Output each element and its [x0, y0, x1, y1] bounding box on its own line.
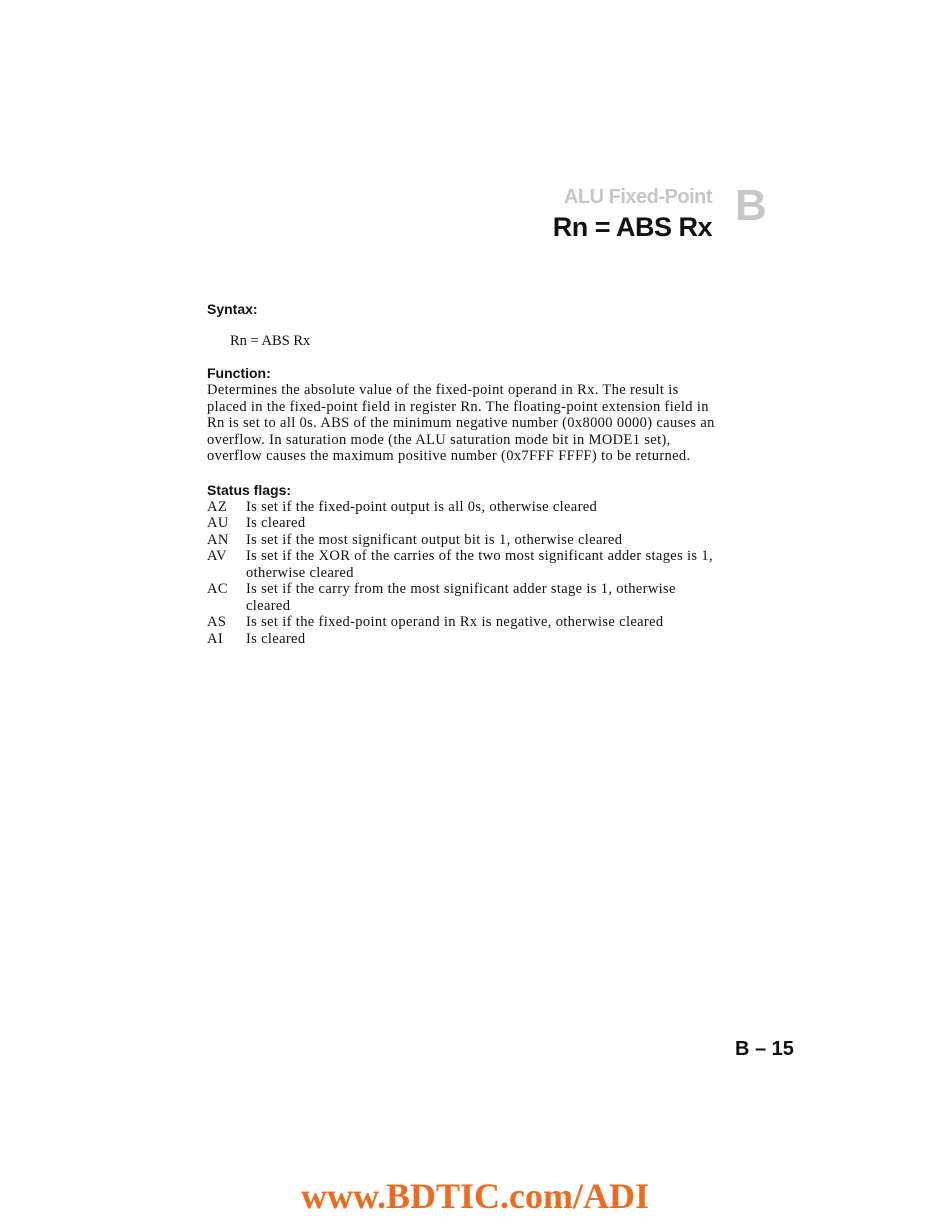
flag-name: AU	[207, 515, 229, 531]
function-text: Determines the absolute value of the fixed-point operand in Rx. The result is placed in the fixed-point field in register Rn. The floating-point extension field in Rn is set to all 0s. ABS of the minimum negative number (0x8000 0000) causes an overflow. In saturation mode (the ALU saturation mode bit in MODE1 set), overflow causes the maximum positive number (0x7FFF FFFF) to be returned.	[207, 382, 715, 464]
footer-website-link[interactable]: www.BDTIC.com/ADI	[300, 1176, 649, 1216]
page-title: Rn = ABS Rx	[552, 212, 712, 242]
syntax-line: Rn = ABS Rx	[230, 333, 311, 349]
flag-name: AS	[207, 614, 227, 630]
flag-description: Is set if the XOR of the carries of the two most significant adder stages is 1, otherwise cleared	[246, 548, 713, 581]
instruction-body	[207, 300, 717, 647]
status-flags-list	[207, 499, 717, 648]
flag-name: AZ	[207, 498, 228, 515]
flag-row	[207, 548, 717, 581]
flag-name: AI	[207, 630, 224, 647]
flag-row	[207, 581, 717, 614]
flag-name: AC	[207, 581, 228, 597]
flag-description: Is cleared	[246, 515, 306, 531]
flag-description: Is set if the carry from the most significant adder stage is 1, otherwise cleared	[246, 581, 676, 614]
flag-row	[207, 515, 717, 532]
flag-name: AV	[207, 548, 227, 564]
status-flags-heading: Status flags:	[207, 481, 292, 498]
page-number: B – 15	[735, 1038, 794, 1060]
section-title: ALU Fixed-Point	[563, 186, 712, 208]
flag-description: Is cleared	[246, 630, 306, 647]
flag-description: Is set if the fixed-point output is all 0s, otherwise cleared	[246, 498, 598, 515]
flag-row	[207, 614, 717, 631]
appendix-letter: B	[735, 181, 767, 230]
function-heading: Function:	[207, 365, 271, 381]
flag-name: AN	[207, 531, 229, 548]
flag-row	[207, 499, 717, 516]
flag-description: Is set if the most significant output bit is 1, otherwise cleared	[246, 531, 623, 548]
flag-description: Is set if the fixed-point operand in Rx is negative, otherwise cleared	[246, 614, 664, 630]
syntax-heading: Syntax:	[207, 301, 258, 317]
flag-row	[207, 532, 717, 549]
flag-row	[207, 631, 717, 648]
